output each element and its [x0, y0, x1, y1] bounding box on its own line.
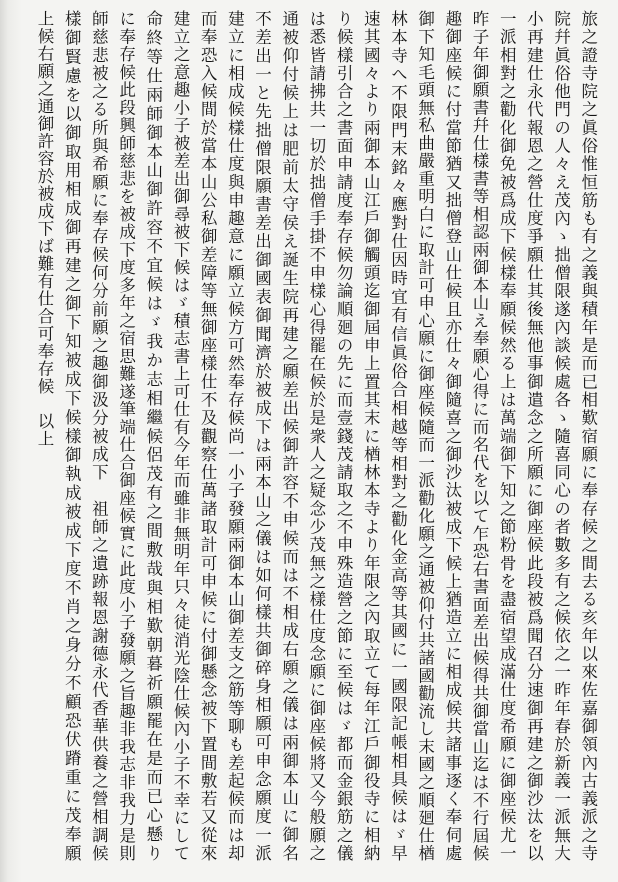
text-column: り候樣引合之書面申請度奉存候勿論順廻の先に而壹錢茂請取之不申殊造營之節に至候はゞ都而金銀筋之儀	[334, 10, 354, 862]
text-column: 趣御座候に付當節猶又拙僧登山仕候且亦仕々御隨喜之御沙汰被成下候上猶造立に相成候共諸事逐く奉伺處	[442, 10, 462, 862]
closing-column: 上候右願之通御許容於被成下ば難有仕合可奉存候 以上	[35, 10, 54, 448]
text-column: 御下知毛頭無私曲嚴重明白に取計可申心願に御座候隨而一派勸化願之通被仰付共諸國勸流し末國之順廻仕楢	[415, 10, 435, 862]
text-column: 昨子年御願書幷仕樣書等相認兩御本山え奉願心得に而名代を以て乍恐右書面差出候得共御當山迄は不行屆候	[470, 10, 489, 862]
text-column: 旅之證寺院之眞俗惟恒筋も有之義與積年是而已相歎宿願に奉存候之間去る亥年以來佐嘉御領內古義派之寺	[578, 10, 598, 862]
text-column: 院幷眞俗他門の人々え茂內ゝ拙僧限遂內談候處各ゝ隨喜同心の者數多有之候依之一昨年春於新義一派無大	[551, 10, 571, 862]
text-body	[31, 10, 602, 866]
text-column: 樣御賢慮を以御取用相成御再建之御下知被成下候樣御執成被成下度不肖之身分不顧恐伏蹐重に茂奉願	[62, 10, 82, 862]
text-column: 命終等仕兩師御本山御許容不宜候はゞ我か志相繼候侶茂有之間敷哉與相歎朝暮祈願罷在是而已心懸り	[143, 10, 163, 862]
text-column: 速其國々より兩御本山江戶御觸頭迄御屆申上置其末に楢林本寺より年限之內取立て每年江戶御役寺に相納	[361, 10, 381, 862]
text-column: 不差出一と先拙僧限願書差出御國表御聞濟於被成下は兩本山之儀は如何樣共御碎身相願可申念願度一派	[252, 10, 272, 862]
text-column: 林本寺へ不限門末銘々應對仕因時宜有信眞俗合相越等相對之勸化金高等其國に一國限記帳相具候はゞ早	[388, 10, 408, 862]
text-column: 建立之意趣小子被差出御尋被下候はゞ積志書上可仕有今年而雖非無明年只々徒消光陰仕候內小子不幸にして	[170, 10, 190, 862]
text-column: 而奉恐入候間於當本山公私御差障等無御座樣仕不及觀察仕萬諸取計可申候に付御懸念被下置間敷若又從來	[198, 10, 218, 862]
text-column: 師慈悲被之る所與希願に奉存候何分前願之趣御汲分被成下 祖師之遺跡報恩謝德永代香華供養之營相調候	[89, 10, 109, 862]
text-column: に奉存候此段興師慈悲を被成下度多年之宿思難遂筆端仕合御座候實に此度小子發願之旨趣非我志非我力是則	[116, 10, 136, 862]
text-column: は悉皆請拂共一切於拙僧手掛不申樣心得罷在候於是衆人之疑念少茂無之樣仕度念願に御座候將又今般願之	[306, 10, 326, 862]
text-column: 一派相對之勸化御免被爲成下候樣奉願候然る上は萬端御下知之節粉骨を盡宿望成滿仕度希願に御座候尤一	[497, 10, 517, 862]
text-column: 建立に相成候樣仕度與申趣意に願立候方可然奉存候尚一小子發願兩御本山御差支之筋等聊も差起候而は却	[225, 10, 245, 862]
text-column: 通被仰付候上は肥前太守侯え誕生院再建之願差出候御許容不申候而は不相成右願之儀は兩御本山に御名	[279, 10, 299, 862]
text-column: 小再建仕永代報恩之營仕度爭願仕其後無他事御遣念之所願に御座候此段被爲聞召分速御再建之御沙汰を以	[524, 10, 544, 862]
